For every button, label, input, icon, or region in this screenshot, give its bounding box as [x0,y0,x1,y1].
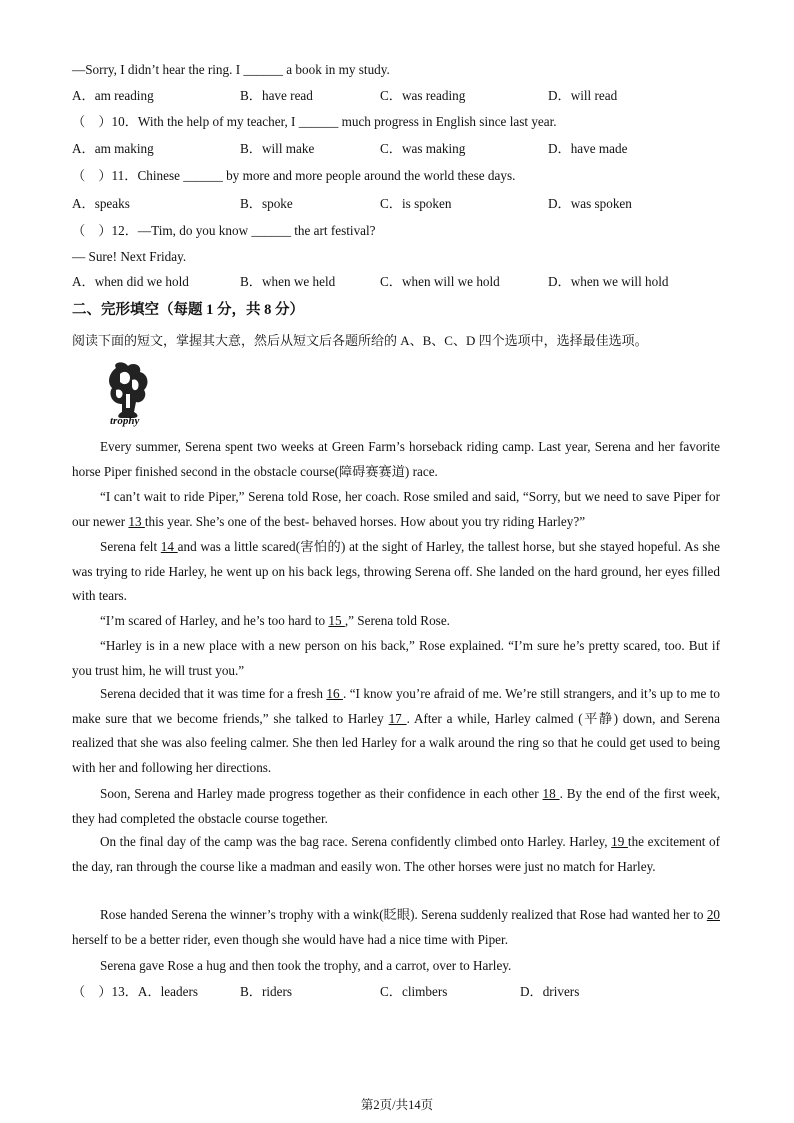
q13-stem-option-a[interactable]: （ ）13．A．leaders [72,984,198,999]
q10-option-a[interactable]: A．am making [72,141,154,156]
q13-option-c[interactable]: C．climbers [380,984,448,999]
q13-option-b[interactable]: B．riders [240,984,293,999]
q12-stem: （ ）12．—Tim, do you know ______ the art festival? [72,223,376,238]
passage-paragraph-4: “I’m scared of Harley, and he’s too hard to 15 ,” Serena told Rose. [100,613,450,628]
q10-stem: （ ）10．With the help of my teacher, I ______ much progress in English since last year. [72,114,557,129]
blank-16[interactable]: 16 [326,686,343,701]
q12-option-d[interactable]: D．when we will hold [548,274,669,289]
q10-option-d[interactable]: D．have made [548,141,628,156]
section-instruction: 阅读下面的短文，掌握其大意，然后从短文后各题所给的 A、B、C、D 四个选项中，选择最佳选项。 [72,333,648,348]
q9-option-a[interactable]: A．am reading [72,88,154,103]
blank-13[interactable]: 13 [128,513,145,529]
q9-option-c[interactable]: C．was reading [380,88,466,103]
passage-paragraph-3: Serena felt 14 and was a little scared(害怕的) at the sight of Harley, the tallest horse, but she stayed hopeful. As she was trying to ride Harley, he went up on his back legs, throwing Serena off. She landed on the hard ground, her eyes filled with tears. [72,539,721,604]
section-heading: 二、完形填空（每题 1 分，共 8 分） [72,302,304,318]
q12-option-a[interactable]: A．when did we hold [72,274,189,289]
blank-20[interactable]: 20 [706,907,720,922]
passage-paragraph-2: “I can’t wait to ride Piper,” Serena told Rose, her coach. Rose smiled and said, “Sorry, but we need to save Piper for our newer 13 this year. She’s one of the best- behaved horses. How about you try riding Harley?” [72,489,720,529]
q11-option-d[interactable]: D．was spoken [548,196,632,211]
blank-18[interactable]: 18 [542,786,560,801]
passage-paragraph-10: Serena gave Rose a hug and then took the trophy, and a carrot, over to Harley. [100,958,512,973]
q10-option-b[interactable]: B．will make [240,141,315,156]
q11-option-b[interactable]: B．spoke [240,196,293,211]
passage-paragraph-9: Rose handed Serena the winner’s trophy with a wink(眨眼). Serena suddenly realized that Rose had wanted her to 20 herself to be a better rider, even though she would have had a nice time with Piper. [72,907,720,947]
page-number-footer: 第2页/共14页 [360,1098,434,1112]
q12-option-b[interactable]: B．when we held [240,274,336,289]
passage-paragraph-1: Every summer, Serena spent two weeks at Green Farm’s horseback riding camp. Last year, Serena and her favorite horse Piper finished second in the obstacle course(障碍赛赛道) race. [72,439,720,479]
blank-14[interactable]: 14 [160,539,178,554]
passage-paragraph-6: Serena decided that it was time for a fresh 16 . “I know you’re afraid of me. We’re still strangers, and it’s up to me to make sure that we become friends,” she talked to Harley 17 . After a while, Harley calmed (平静) down, and Serena realized that she was also feeling calmer. She then led Harley for a walk around the ring so that he could get used to being with her and following her directions. [72,686,721,776]
q9-option-b[interactable]: B．have read [240,88,313,103]
passage-paragraph-8: On the final day of the camp was the bag race. Serena confidently climbed onto Harley. Harley, 19 the excitement of the day, ran through the course like a madman and easily won. The other horses were just no match for Harley. [72,834,721,874]
q11-option-a[interactable]: A．speaks [72,196,130,211]
q10-option-c[interactable]: C．was making [380,141,466,156]
q9-option-d[interactable]: D．will read [548,88,618,103]
q11-option-c[interactable]: C．is spoken [380,196,452,211]
passage-paragraph-5: “Harley is in a new place with a new person on his back,” Rose explained. “I’m sure he’s pretty scared, too. But if you trust him, he will trust you.” [72,638,720,678]
blank-19[interactable]: 19 [611,834,628,849]
q9-stem: —Sorry, I didn’t hear the ring. I ______ a book in my study. [72,62,390,77]
q12-reply: — Sure! Next Friday. [72,249,187,264]
q12-option-c[interactable]: C．when will we hold [380,274,500,289]
passage-paragraph-7: Soon, Serena and Harley made progress together as their confidence in each other 18 . By the end of the first week, they had completed the obstacle course together. [72,786,720,826]
blank-17[interactable]: 17 [388,710,407,726]
trophy-caption: trophy [110,415,140,427]
q13-option-d[interactable]: D．drivers [520,984,580,999]
blank-15[interactable]: 15 [328,613,345,628]
q11-stem: （ ）11．Chinese ______ by more and more people around the world these days. [72,168,516,183]
